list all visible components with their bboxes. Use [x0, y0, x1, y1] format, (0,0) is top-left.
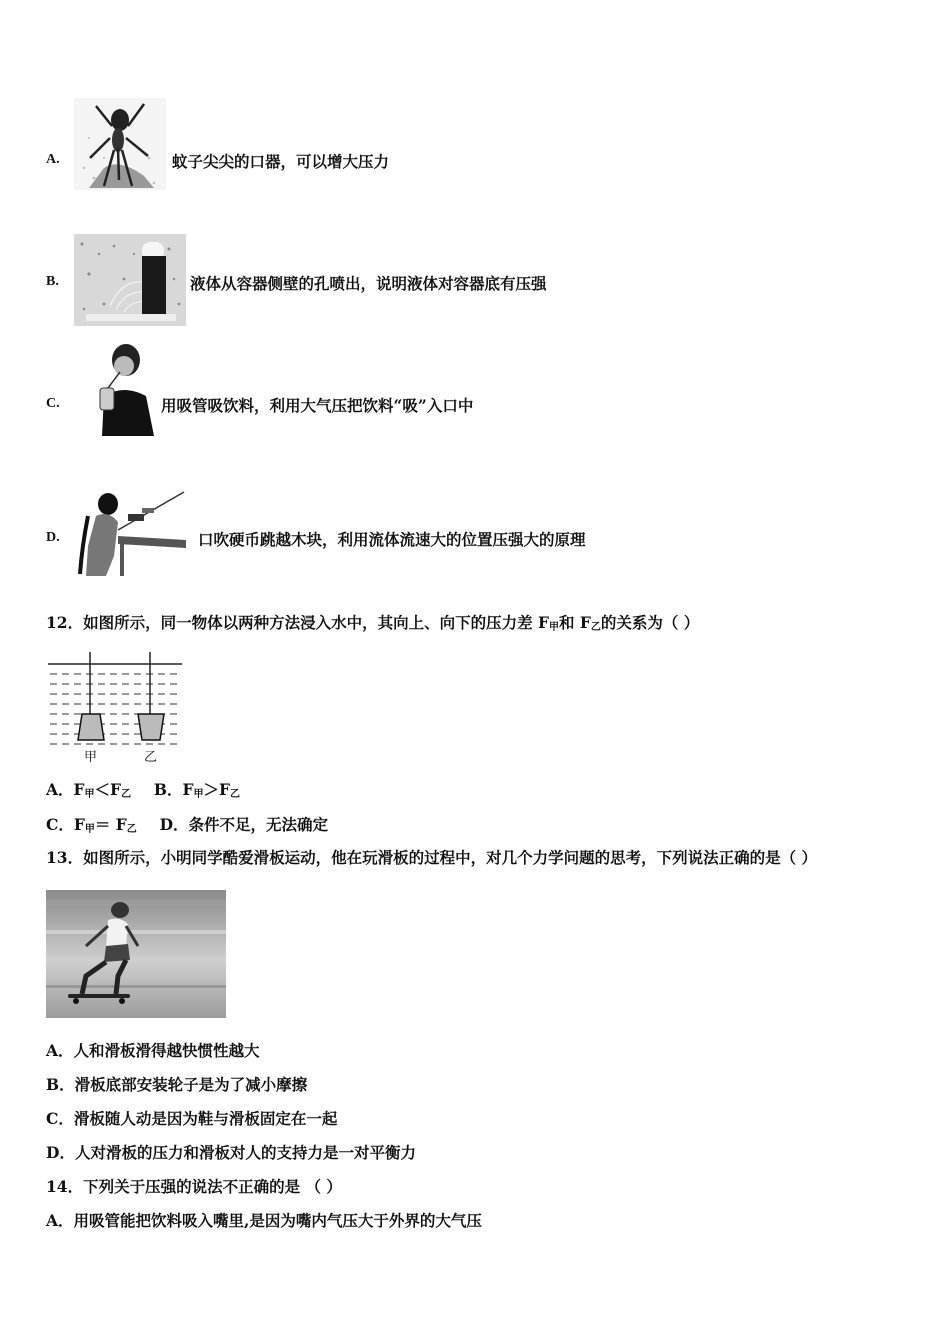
q12-option-a: A．F: [46, 780, 85, 799]
q12-stem-part: 12．如图所示，同一物体以两种方法浸入水中，其向上、向下的压力差 F: [46, 613, 549, 632]
q13-option-a: A．人和滑板滑得越快惯性越大: [46, 1041, 260, 1060]
option-a-letter: A.: [46, 152, 60, 167]
subscript-yi: 乙: [121, 789, 132, 800]
q13-option-d: D．人对滑板的压力和滑板对人的支持力是一对平衡力: [46, 1143, 416, 1162]
q13-option-c: C．滑板随人动是因为鞋与滑板固定在一起: [46, 1109, 338, 1128]
option-b-letter: B.: [46, 274, 59, 289]
option-d-text: 口吹硬币跳越木块，利用流体流速大的位置压强大的原理: [198, 530, 586, 549]
subscript-yi: 乙: [229, 789, 240, 800]
q12-option-b-rel: ＞F: [203, 780, 230, 799]
subscript-jia: 甲: [84, 824, 95, 835]
immersion-figure: [46, 648, 186, 766]
q12-options-row-2: [46, 815, 328, 840]
subscript-yi: 乙: [590, 622, 601, 633]
q12-option-a-rel: ＜F: [94, 780, 122, 799]
option-b-text: 液体从容器侧壁的孔喷出，说明液体对容器底有压强: [190, 274, 547, 293]
subscript-jia: 甲: [548, 622, 559, 633]
container-figure: [74, 234, 186, 326]
q12-option-c: C．F: [46, 815, 85, 834]
q12-option-b: B．F: [153, 780, 194, 799]
q12-stem-part: 和 F: [558, 613, 591, 632]
q14-option-a: A．用吸管能把饮料吸入嘴里,是因为嘴内气压大于外界的大气压: [46, 1211, 482, 1230]
subscript-jia: 甲: [193, 789, 204, 800]
q12-option-d: D．条件不足，无法确定: [159, 815, 329, 834]
figure-label-jia: 甲: [84, 750, 98, 765]
question-12-stem: [46, 613, 699, 638]
subscript-jia: 甲: [84, 789, 95, 800]
option-c-letter: C.: [46, 396, 60, 411]
figure-label-yi: 乙: [144, 750, 158, 765]
option-a-text: 蚊子尖尖的口器，可以增大压力: [172, 152, 390, 171]
subscript-yi: 乙: [126, 824, 137, 835]
straw-figure: [84, 340, 156, 438]
q13-option-b: B．滑板底部安装轮子是为了减小摩擦: [46, 1075, 308, 1094]
mosquito-figure: [74, 98, 166, 190]
question-13-stem: 13．如图所示，小明同学酷爱滑板运动，他在玩滑板的过程中，对几个力学问题的思考，下列说法正确的是（ ）: [46, 848, 817, 867]
question-14-stem: 14．下列关于压强的说法不正确的是 （ ）: [46, 1177, 342, 1196]
option-c-text: 用吸管吸饮料，利用大气压把饮料“吸”入口中: [161, 396, 474, 415]
option-d-letter: D.: [46, 530, 60, 545]
skateboard-figure: [46, 890, 226, 1018]
coin-figure: [78, 486, 188, 578]
q12-options-row-1: [46, 780, 240, 805]
q12-option-c-rel: ＝ F: [94, 815, 127, 834]
q12-stem-part: 的关系为（ ）: [600, 613, 700, 632]
